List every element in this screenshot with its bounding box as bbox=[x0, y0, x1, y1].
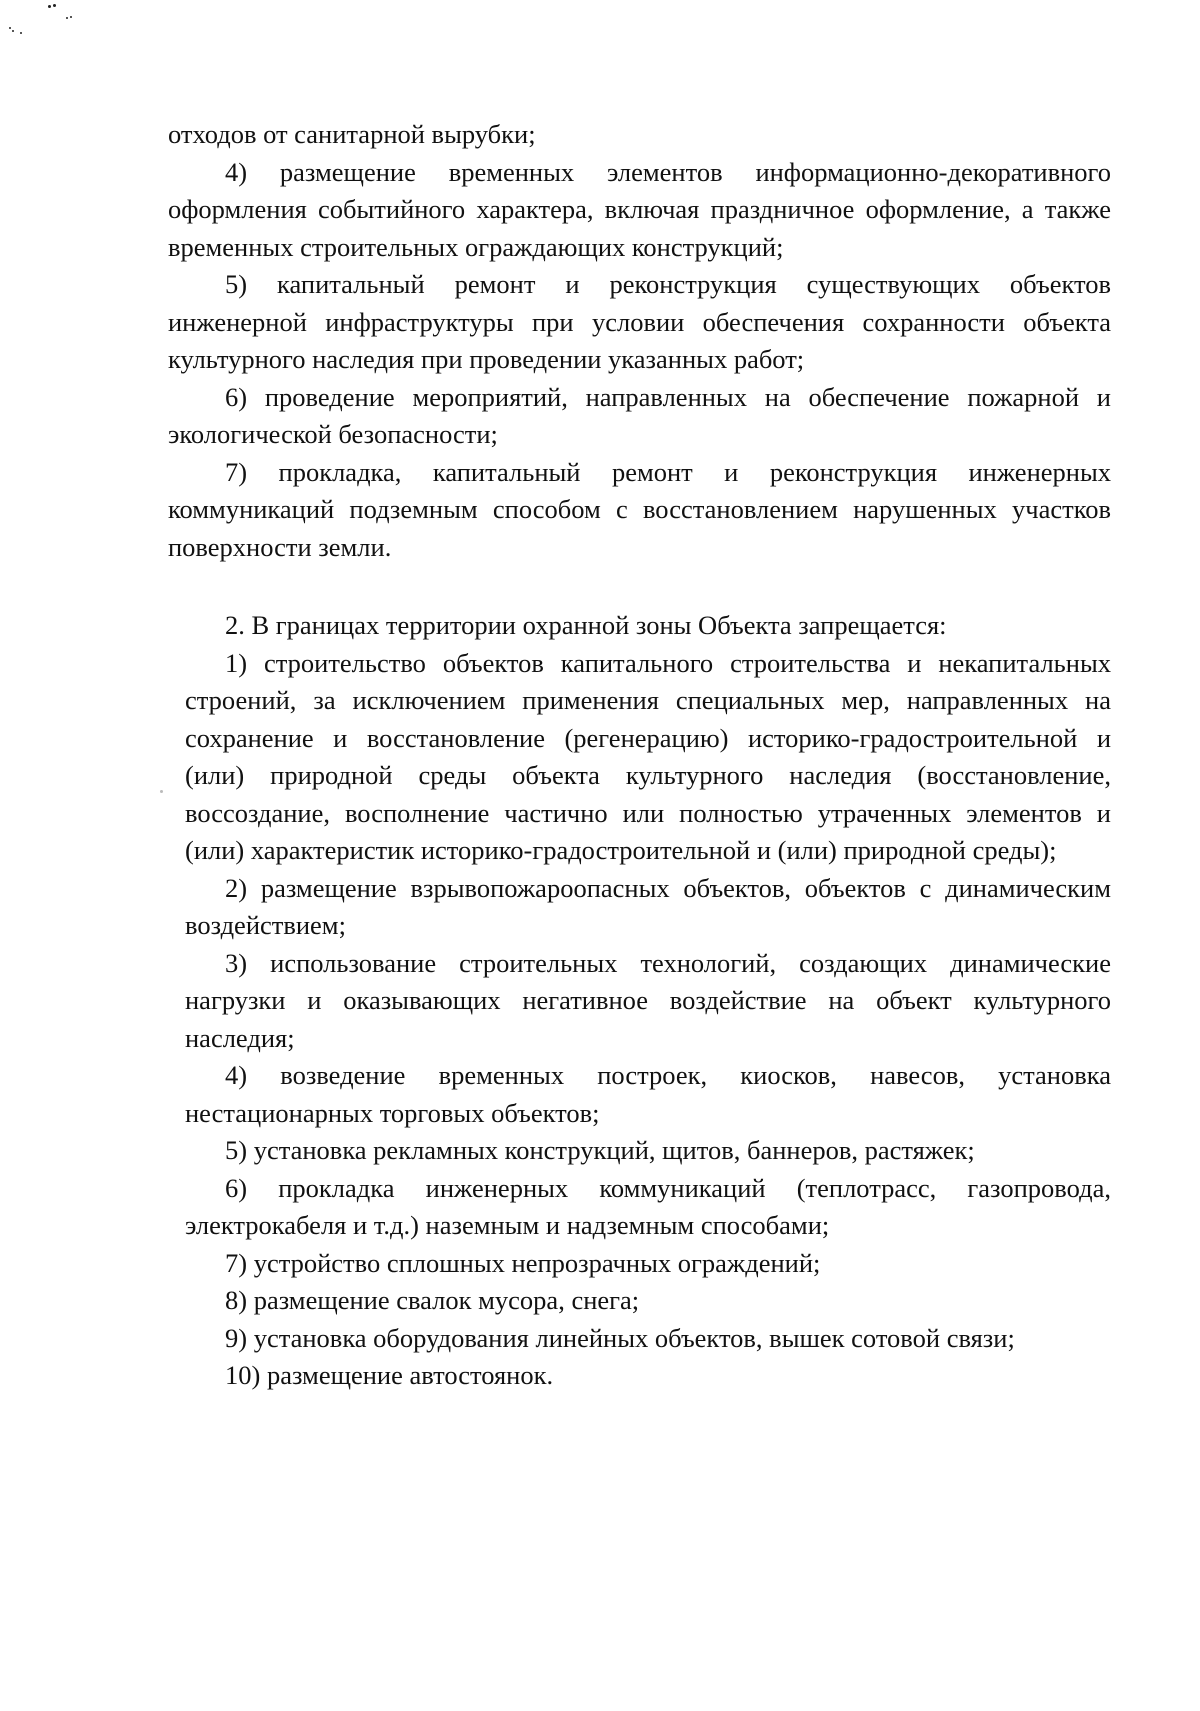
prohibition-item-2: 2) размещение взрывопожароопасных объектов, объектов с динамическим воздействием; bbox=[185, 872, 1111, 940]
prohibition-item-9: 9) установка оборудования линейных объектов, вышек сотовой связи; bbox=[225, 1322, 1015, 1353]
section-2-prohibitions bbox=[185, 607, 1111, 1395]
scan-speck bbox=[66, 17, 68, 19]
scan-speck bbox=[20, 32, 22, 34]
list-item-4: 4) размещение временных элементов информационно-декоративного оформления событийного характера, включая праздничное оформление, а также временных строительных ограждающих конструкций; bbox=[168, 156, 1111, 262]
paragraph-continuation: отходов от санитарной вырубки; bbox=[168, 119, 536, 149]
prohibition-item-4: 4) возведение временных построек, киосков, навесов, установка нестационарных торговых объектов; bbox=[185, 1060, 1111, 1128]
prohibition-item-6: 6) прокладка инженерных коммуникаций (теплотрасс, газопровода, электрокабеля и т.д.) наземным и надземным способами; bbox=[185, 1172, 1111, 1240]
section-2-heading: 2. В границах территории охранной зоны Объекта запрещается: bbox=[225, 610, 947, 640]
list-item-7: 7) прокладка, капитальный ремонт и реконструкция инженерных коммуникаций подземным способом с восстановлением нарушенных участков поверхности земли. bbox=[168, 456, 1111, 562]
scan-speck bbox=[70, 16, 72, 18]
scan-speck bbox=[12, 30, 14, 32]
prohibition-item-3: 3) использование строительных технологий, создающих динамические нагрузки и оказывающих негативное воздействие на объект культурного наследия; bbox=[185, 947, 1111, 1053]
section-1-continuation bbox=[168, 116, 1111, 566]
prohibition-item-1: 1) строительство объектов капитального строительства и некапитальных строений, за исключением применения специальных мер, направленных на сохранение и восстановление (регенерацию) историко-градостроительной и (или) природной среды объекта культурного наследия (восстановление, воссоздание, восполнение частично или полностью утраченных элементов и (или) характеристик историко-градостроительной и (или) природной среды); bbox=[185, 647, 1111, 865]
scan-speck bbox=[9, 27, 11, 29]
scan-speck bbox=[160, 790, 163, 793]
prohibition-item-10: 10) размещение автостоянок. bbox=[225, 1360, 554, 1390]
prohibition-item-7: 7) устройство сплошных непрозрачных ограждений; bbox=[225, 1247, 821, 1278]
scan-speck bbox=[48, 5, 51, 8]
list-item-5: 5) капитальный ремонт и реконструкция существующих объектов инженерной инфраструктуры при условии обеспечения сохранности объекта культурного наследия при проведении указанных работ; bbox=[168, 269, 1111, 374]
prohibition-item-5: 5) установка рекламных конструкций, щитов, баннеров, растяжек; bbox=[225, 1135, 975, 1165]
list-item-6: 6) проведение мероприятий, направленных на обеспечение пожарной и экологической безопасности; bbox=[168, 381, 1111, 449]
prohibition-item-8: 8) размещение свалок мусора, снега; bbox=[225, 1285, 640, 1315]
scan-speck bbox=[53, 4, 56, 7]
